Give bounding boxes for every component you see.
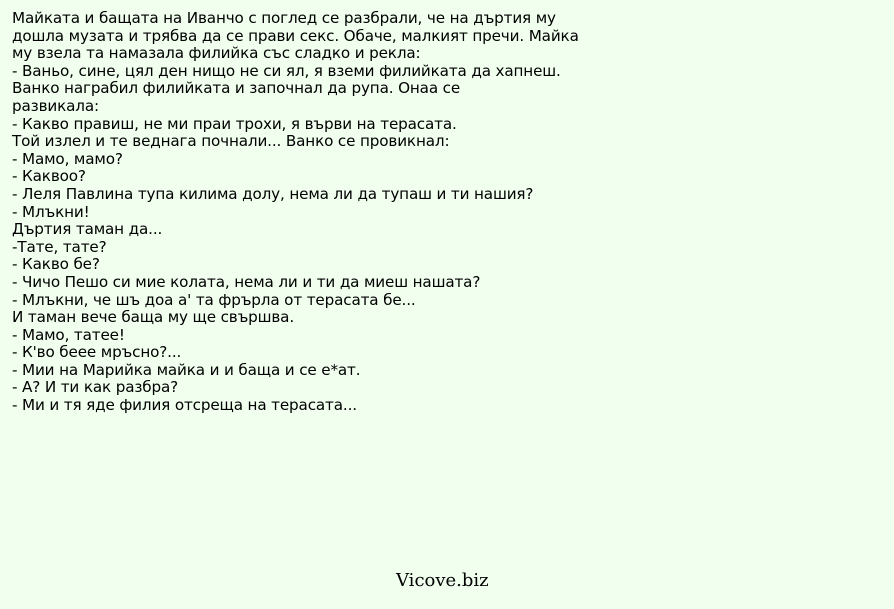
joke-line: И таман вече баща му ще свършва. <box>12 308 295 327</box>
joke-line: - Каквоо? <box>12 167 86 186</box>
joke-line: Майката и бащата на Иванчо с поглед се разбрали, че на дъртия му дошла музата и трябва да се прави секс. Обаче, малкият пречи. Майка му взела та намазала филийка със сладко и рекла: <box>12 9 579 63</box>
joke-line: - Мии на Марийка майка и и баща и се е*ат. <box>12 360 361 379</box>
joke-line: - Млъкни, че шъ доа а' та фрърла от терасата бе... <box>12 290 416 309</box>
joke-line: Ванко награбил филийката и започнал да рупа. Онаа се развикала: <box>12 79 461 115</box>
joke-line: - Какво правиш, не ми праи трохи, я върви на терасата. <box>12 114 457 133</box>
joke-line: Той излел и те веднага почнали... Ванко се провикнал: <box>12 132 450 151</box>
joke-line: - Чичо Пешо си мие колата, нема ли и ти да миеш нашата? <box>12 272 481 291</box>
joke-line: - Леля Павлина тупа килима долу, нема ли да тупаш и ти нашия? <box>12 184 534 203</box>
joke-line: - К'во беее мръсно?... <box>12 343 182 362</box>
joke-line: - Ваньо, сине, цял ден нищо не си ял, я вземи филийката да хапнеш. <box>12 61 561 80</box>
joke-line: - Млъкни! <box>12 202 90 221</box>
joke-line: -Тате, тате? <box>12 237 107 256</box>
joke-line: - Какво бе? <box>12 255 100 274</box>
joke-text <box>12 10 582 415</box>
joke-line: - А? И ти как разбра? <box>12 378 179 397</box>
joke-line: - Мамо, мамо? <box>12 149 123 168</box>
joke-line: - Ми и тя яде филия отсреща на терасата... <box>12 396 357 415</box>
joke-line: - Мамо, татее! <box>12 325 125 344</box>
joke-line: Дъртия таман да... <box>12 220 163 239</box>
site-watermark: Vicove.biz <box>396 570 489 591</box>
